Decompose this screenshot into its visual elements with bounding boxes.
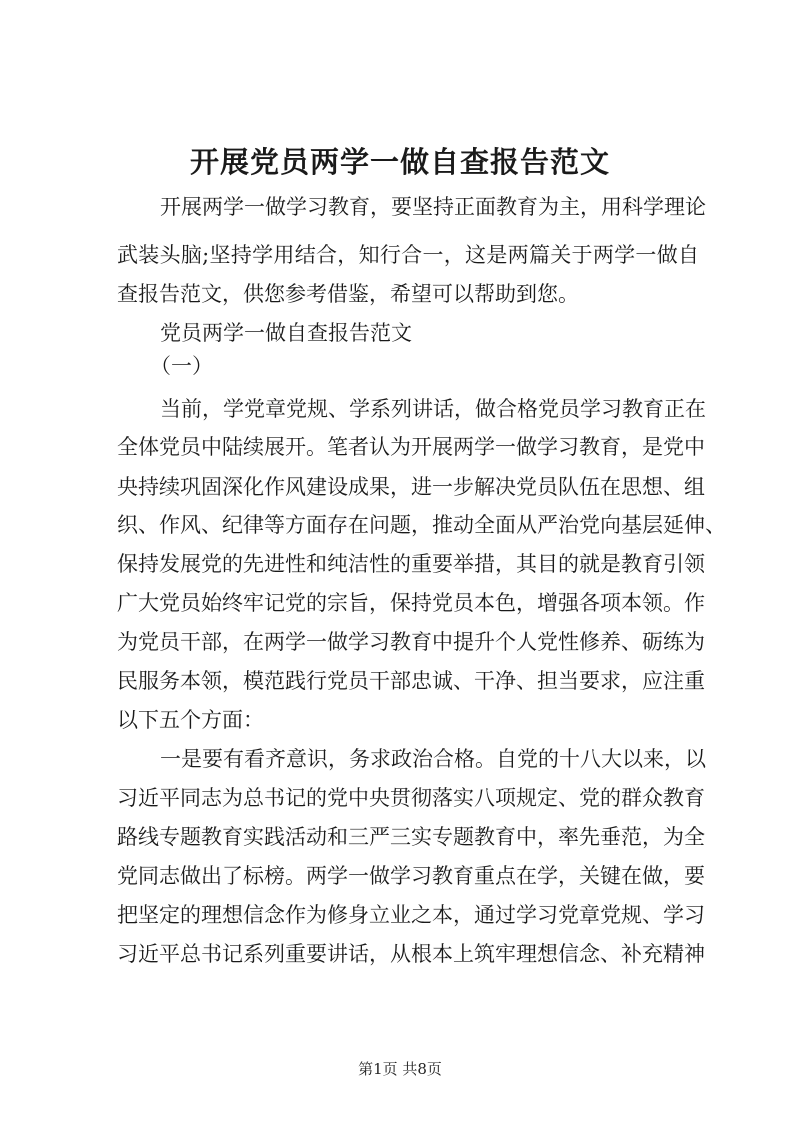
paragraph-line: 以下五个方面： [117, 708, 264, 732]
paragraph-line: 党同志做出了标榜。两学一做学习教育重点在学，关键在做，要 [117, 864, 705, 888]
paragraph-line: 查报告范文，供您参考借鉴，希望可以帮助到您。 [117, 282, 579, 306]
document-title: 开展党员两学一做自查报告范文 [189, 145, 610, 179]
paragraph-line: 习近平总书记系列重要讲话，从根本上筑牢理想信念、补充精神 [117, 942, 705, 966]
paragraph-line: 习近平同志为总书记的党中央贯彻落实八项规定、党的群众教育 [117, 786, 705, 810]
paragraph-line: 织、作风、纪律等方面存在问题，推动全面从严治党向基层延伸、 [117, 513, 726, 537]
paragraph-line: 央持续巩固深化作风建设成果，进一步解决党员队伍在思想、组 [117, 475, 705, 499]
paragraph-line: 武装头脑;坚持学用结合，知行合一，这是两篇关于两学一做自 [117, 243, 699, 267]
section-heading: 党员两学一做自查报告范文 [160, 321, 412, 345]
paragraph-line: 当前，学党章党规、学系列讲话，做合格党员学习教育正在 [160, 397, 706, 421]
paragraph-line: 一是要有看齐意识，务求政治合格。自党的十八大以来，以 [160, 747, 706, 771]
paragraph-line: 广大党员始终牢记党的宗旨，保持党员本色，增强各项本领。作 [117, 591, 705, 615]
paragraph-line: 路线专题教育实践活动和三严三实专题教育中，率先垂范，为全 [117, 825, 705, 849]
paragraph-line: 为党员干部，在两学一做学习教育中提升个人党性修养、砺练为 [117, 630, 705, 654]
paragraph-line: 开展两学一做学习教育，要坚持正面教育为主，用科学理论 [160, 195, 706, 219]
section-number: （一） [150, 354, 213, 378]
paragraph-line: 民服务本领，模范践行党员干部忠诚、干净、担当要求，应注重 [117, 669, 705, 693]
paragraph-line: 全体党员中陆续展开。笔者认为开展两学一做学习教育，是党中 [117, 435, 705, 459]
paragraph-line: 把坚定的理想信念作为修身立业之本，通过学习党章党规、学习 [117, 903, 705, 927]
paragraph-line: 保持发展党的先进性和纯洁性的重要举措，其目的就是教育引领 [117, 552, 705, 576]
page-number-footer: 第1页 共8页 [358, 1060, 442, 1078]
